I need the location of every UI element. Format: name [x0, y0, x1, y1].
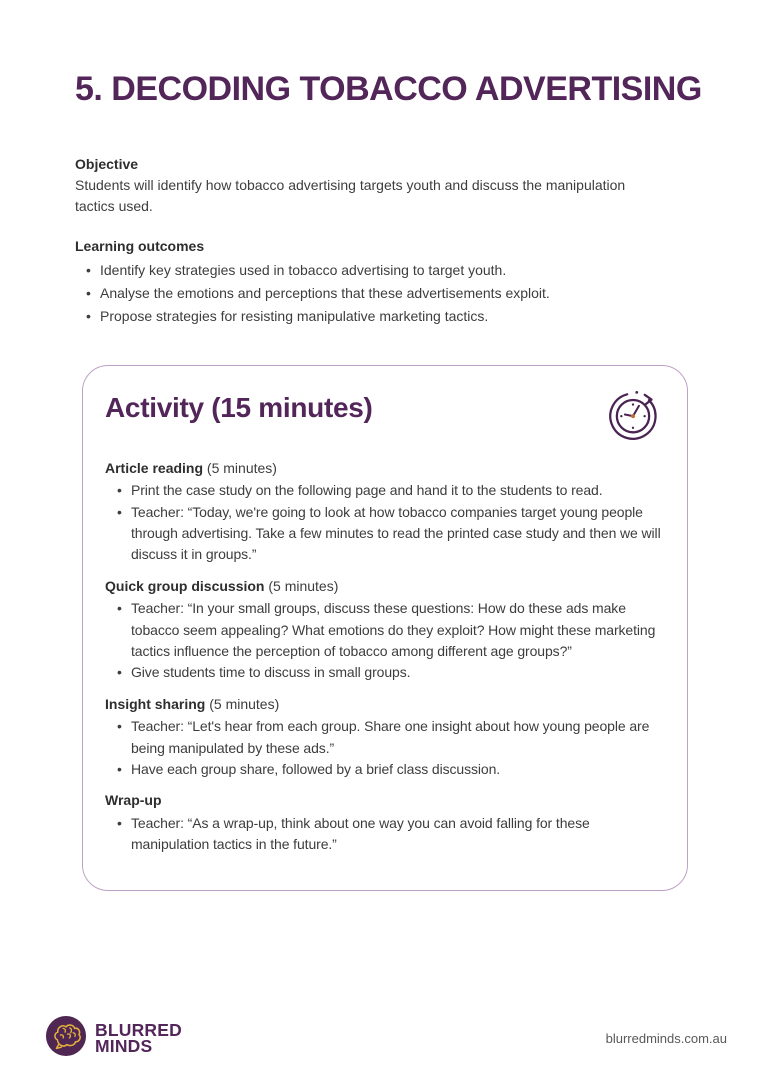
objective-body: Students will identify how tobacco advertising targets youth and discuss the manipulation tactics used. — [75, 176, 626, 214]
outcome-item: • Analyse the emotions and perceptions that these advertisements exploit. — [75, 282, 708, 305]
objective-section — [75, 154, 708, 217]
bullet-item: • Teacher: “Let's hear from each group. Share one insight about how young people are being manipulated by these ads.” — [105, 716, 663, 759]
activity-section-wrap-up — [105, 790, 663, 855]
section-heading: Article reading — [105, 459, 204, 476]
section-heading: Insight sharing — [105, 695, 206, 712]
bullet-item: • Teacher: “In your small groups, discuss these questions: How do these ads make tobacco seem appealing? What emotions do they exploit? How might these marketing tactics influence the perception of tobacco among different age groups?” — [105, 598, 663, 662]
learning-outcomes-heading: Learning outcomes — [75, 237, 205, 254]
bullet-item: • Teacher: “Today, we're going to look at how tobacco companies target young people through advertising. Take a few minutes to read the printed case study and then we will discuss it in groups.” — [105, 502, 663, 566]
page-title: 5. DECODING TOBACCO ADVERTISING — [75, 70, 702, 108]
section-bullet-list — [105, 716, 663, 780]
outcome-item: • Propose strategies for resisting manipulative marketing tactics. — [75, 305, 708, 328]
activity-header — [105, 390, 663, 442]
objective-heading: Objective — [75, 155, 139, 172]
learning-outcomes-list — [75, 259, 708, 328]
brand-logo — [45, 1015, 182, 1062]
footer — [45, 1016, 727, 1060]
activity-section-insight-sharing — [105, 694, 663, 781]
bullet-item: • Teacher: “As a wrap-up, think about one way you can avoid falling for these manipulation tactics in the future.” — [105, 813, 663, 856]
section-heading: Wrap-up — [105, 792, 162, 809]
section-duration: (5 minutes) — [268, 577, 339, 594]
website-url: blurredminds.com.au — [605, 1030, 727, 1046]
brain-icon — [45, 1015, 87, 1062]
section-heading: Quick group discussion — [105, 577, 265, 594]
section-bullet-list — [105, 813, 663, 856]
bullet-item: • Give students time to discuss in small groups. — [105, 662, 663, 683]
learning-outcomes-section — [75, 236, 708, 328]
activity-heading: Activity (15 minutes) — [105, 391, 373, 423]
section-bullet-list — [105, 598, 663, 684]
activity-section-quick-group-discussion — [105, 576, 663, 684]
section-bullet-list — [105, 480, 663, 566]
bullet-item: • Have each group share, followed by a brief class discussion. — [105, 759, 663, 780]
section-duration: (5 minutes) — [206, 459, 277, 476]
activity-section-article-reading — [105, 458, 663, 566]
section-duration: (5 minutes) — [209, 695, 280, 712]
timer-clock-icon — [605, 386, 661, 442]
bullet-item: • Print the case study on the following page and hand it to the students to read. — [105, 480, 663, 501]
activity-card — [82, 365, 688, 891]
outcome-item: • Identify key strategies used in tobacco advertising to target youth. — [75, 259, 708, 282]
brand-name: BLURRED MINDS — [95, 1019, 182, 1056]
